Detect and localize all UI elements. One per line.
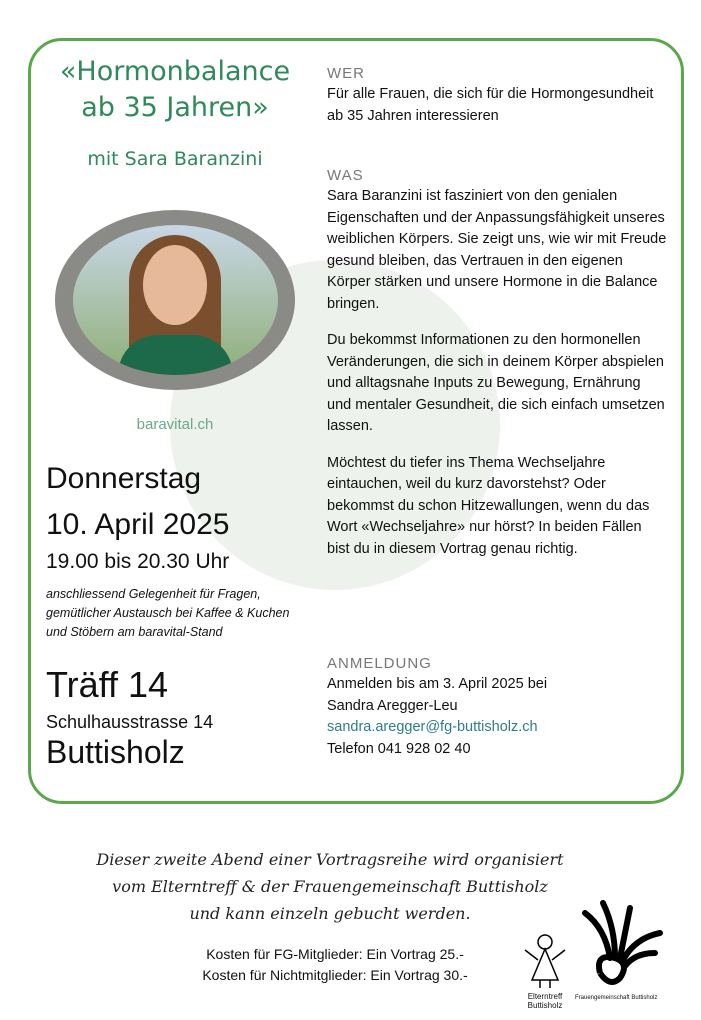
event-day: Donnerstag <box>46 462 202 495</box>
paragraph: Möchtest du tiefer ins Thema Wechseljahre eintauchen, weil du kurz davorstehst? Oder bekommst du schon Hitzewallungen, wenn du das Wort «Wechseljahre» nur hörst? In beiden Fällen bist du in diesem Vortrag genau richtig. <box>327 454 650 557</box>
event-date: 10. April 2025 <box>46 508 230 541</box>
leaf-logo-icon <box>575 898 665 993</box>
cost-nonmembers: Kosten für Nichtmitglieder: Ein Vortrag 30.- <box>202 967 468 983</box>
frauengemeinschaft-logo: Frauengemeinschaft Buttisholz <box>575 898 670 1001</box>
street: Schulhausstrasse 14 <box>46 712 214 732</box>
note-line: Dieser zweite Abend einer Vortragsreihe wird organisiert <box>96 850 564 869</box>
section-was <box>327 166 667 560</box>
costs <box>120 944 550 986</box>
contact-name: Sandra Aregger-Leu <box>327 697 458 714</box>
note-line: und kann einzeln gebucht werden. <box>189 904 471 923</box>
event-note: anschliessend Gelegenheit für Fragen, gemütlicher Austausch bei Kaffee & Kuchen und Stöbern am baravital-Stand <box>46 587 290 639</box>
phone: Telefon 041 928 02 40 <box>327 740 471 757</box>
website: baravital.ch <box>136 416 214 433</box>
event-time: 19.00 bis 20.30 Uhr <box>46 550 230 573</box>
speaker: mit Sara Baranzini <box>87 148 263 170</box>
stick-figure-icon <box>520 930 570 990</box>
town: Buttisholz <box>46 734 185 770</box>
event-title: «Hormonbalance ab 35 Jahren» <box>59 56 291 123</box>
registration-deadline: Anmelden bis am 3. April 2025 bei <box>327 676 548 692</box>
heading-was: WAS <box>327 167 364 184</box>
organizer-note <box>40 846 620 927</box>
elterntreff-logo: Elterntreff Buttisholz <box>510 930 580 1010</box>
venue: Träff 14 <box>46 664 169 705</box>
speaker-photo <box>55 210 295 390</box>
paragraph: Du bekommst Informationen zu den hormonellen Veränderungen, die sich in deinem Körper abspielen und alltagsnahe Inputs zu Bewegung, Ernährung und mentaler Gesundheit, die sich einfach umsetzen lassen. <box>327 332 665 434</box>
section-wer <box>327 64 667 127</box>
text-wer: Für alle Frauen, die sich für die Hormongesundheit ab 35 Jahren interessieren <box>327 86 654 124</box>
note-line: vom Elterntreff & der Frauengemeinschaft Buttisholz <box>112 877 548 896</box>
cost-members: Kosten für FG-Mitglieder: Ein Vortrag 25.- <box>206 946 464 962</box>
paragraph: Sara Baranzini ist fasziniert von den genialen Eigenschaften und der Anpassungsfähigkeit unseres weiblichen Körpers. Sie zeigt uns, wie wir mit Freude gesund bleiben, das Vertrauen in den eigenen Körper stärken und unsere Hormone in die Balance bringen. <box>327 188 667 312</box>
email-link[interactable]: sandra.aregger@fg-buttisholz.ch <box>327 719 538 735</box>
heading-wer: WER <box>327 65 365 82</box>
section-anmeldung <box>327 654 667 760</box>
heading-anmeldung: ANMELDUNG <box>327 655 432 672</box>
